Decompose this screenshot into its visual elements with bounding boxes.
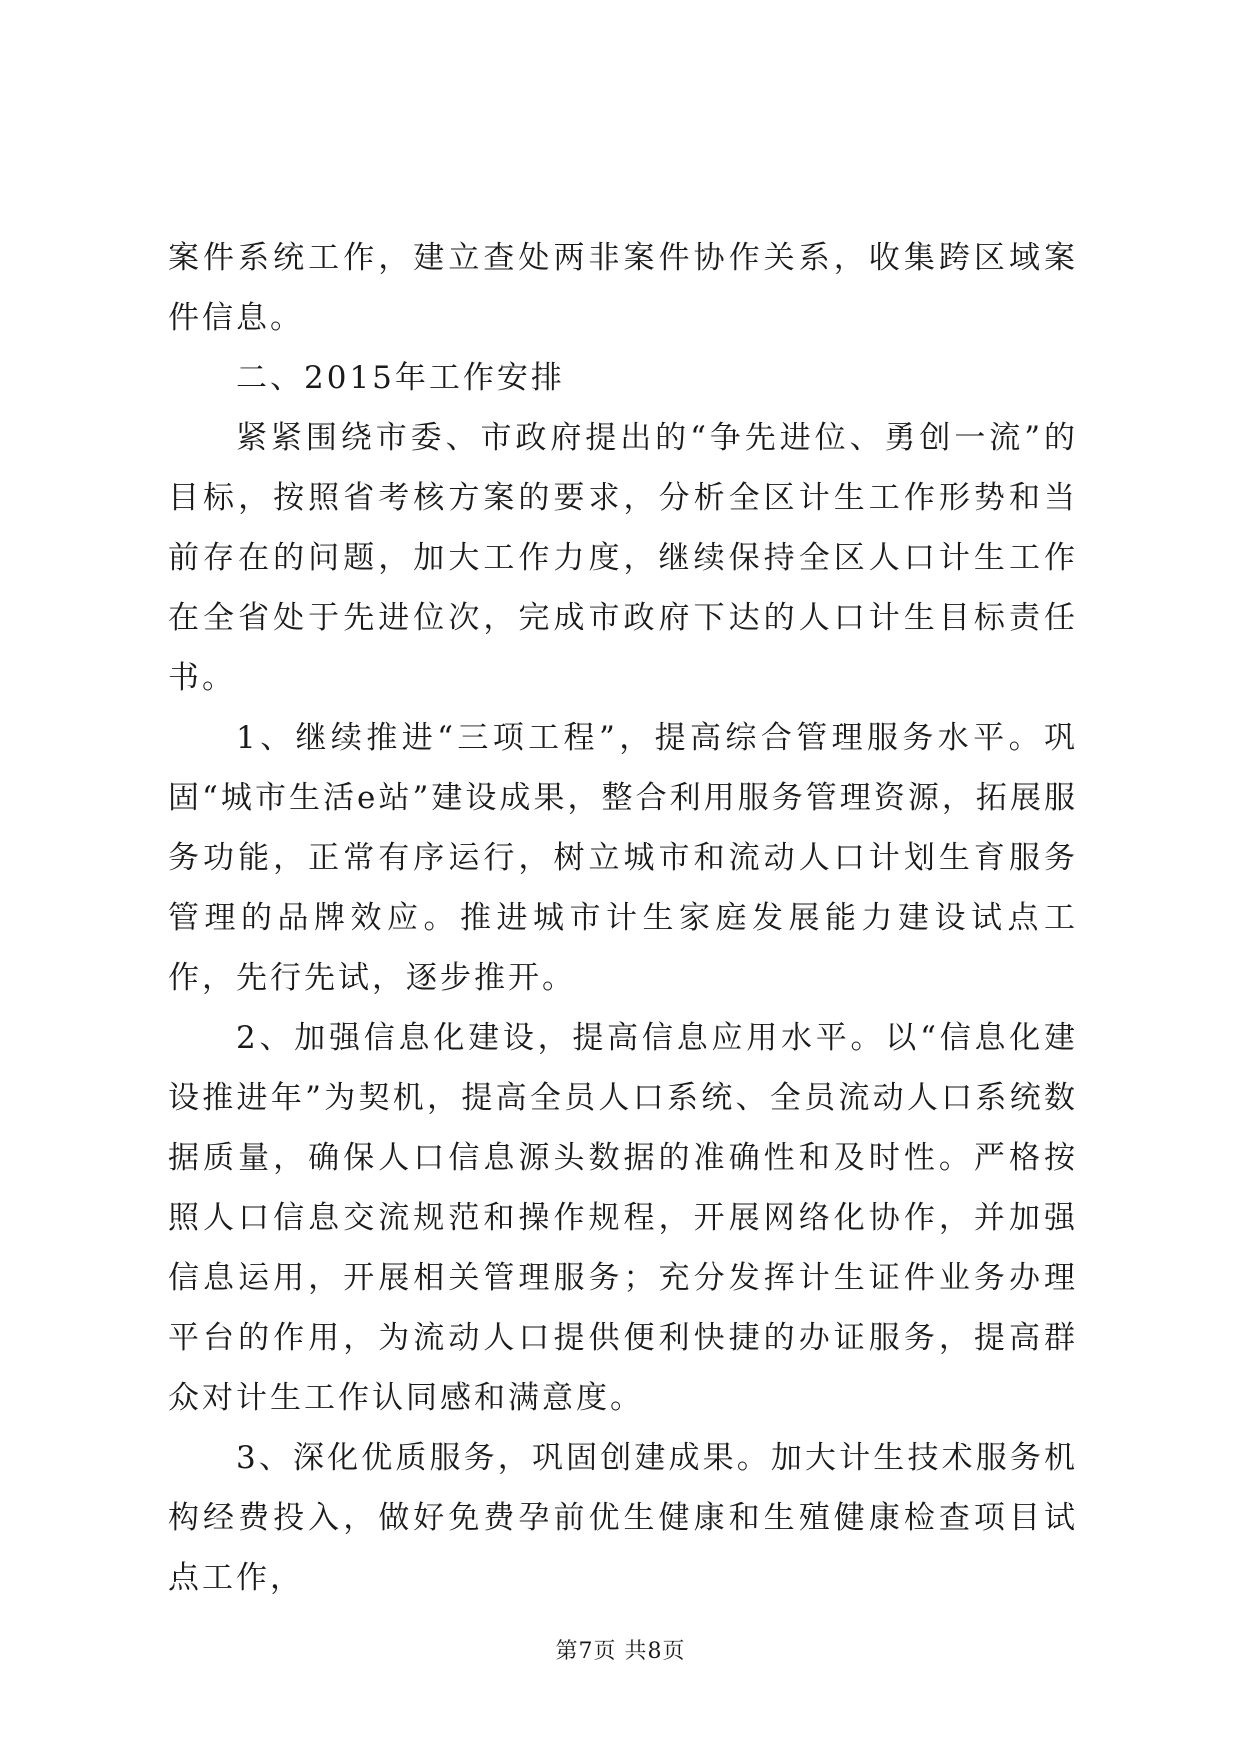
page-footer: 第7页 共8页 — [555, 1639, 686, 1664]
paragraph-item-2: 2、加强信息化建设，提高信息应用水平。以“信息化建设推进年”为契机，提高全员人口系统、全员流动人口系统数据质量，确保人口信息源头数据的准确性和及时性。严格按照人口信息交流规范和操作规程，开展网络化协作，并加强信息运用，开展相关管理服务；充分发挥计生证件业务办理平台的作用，为流动人口提供便利快捷的办证服务，提高群众对计生工作认同感和满意度。 — [168, 1020, 1078, 1416]
paragraph-continuation: 案件系统工作，建立查处两非案件协作关系，收集跨区域案件信息。 — [168, 240, 1078, 336]
section-heading: 二、2015年工作安排 — [236, 360, 565, 396]
paragraph-item-3: 3、深化优质服务，巩固创建成果。加大计生技术服务机构经费投入，做好免费孕前优生健康和生殖健康检查项目试点工作， — [168, 1440, 1078, 1596]
paragraph-item-1: 1、继续推进“三项工程”，提高综合管理服务水平。巩固“城市生活e站”建设成果，整合利用服务管理资源，拓展服务功能，正常有序运行，树立城市和流动人口计划生育服务管理的品牌效应。推进城市计生家庭发展能力建设试点工作，先行先试，逐步推开。 — [168, 720, 1078, 996]
document-body — [168, 228, 1078, 1608]
paragraph-intro: 紧紧围绕市委、市政府提出的“争先进位、勇创一流”的目标，按照省考核方案的要求，分析全区计生工作形势和当前存在的问题，加大工作力度，继续保持全区人口计生工作在全省处于先进位次，完成市政府下达的人口计生目标责任书。 — [168, 420, 1078, 696]
